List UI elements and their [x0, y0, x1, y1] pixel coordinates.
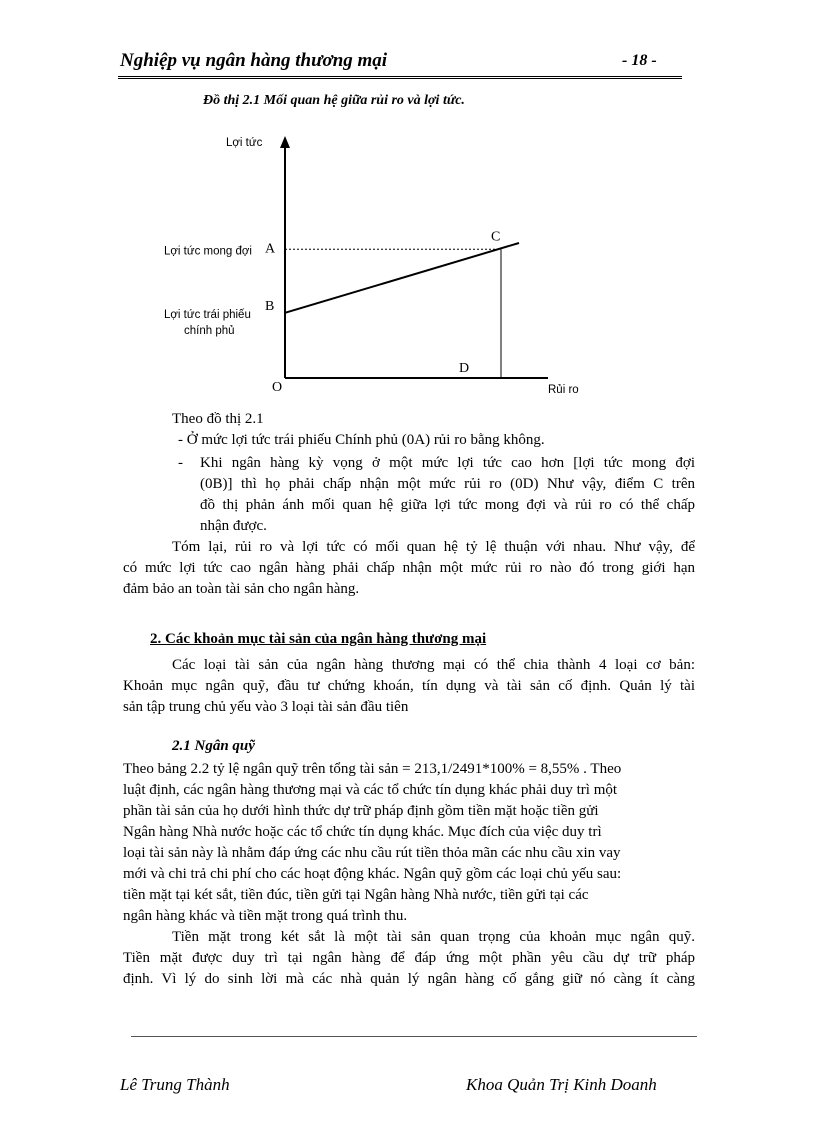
cash-line-2: Tiền mặt được duy trì tại ngân hàng để đáp ứng một phần yêu cầu dự trữ pháp — [123, 950, 695, 966]
y-axis-label: Lợi tức — [226, 137, 263, 149]
y-axis-arrow-icon — [280, 136, 290, 148]
annotation-gov-bond-line2: chính phủ — [184, 324, 235, 337]
summary-line-3: đảm bảo an toàn tài sản cho ngân hàng. — [123, 581, 360, 597]
footer-rule — [131, 1036, 697, 1037]
assets-line-3: sản tập trung chủ yếu vào 3 loại tài sản đầu tiên — [123, 699, 409, 715]
series-line-risk-return — [285, 243, 519, 313]
reserve-line-4: Ngân hàng Nhà nước hoặc các tổ chức tín dụng khác. Mục đích của việc duy trì — [123, 824, 602, 840]
header-title: Nghiệp vụ ngân hàng thương mại — [120, 50, 388, 71]
cash-line-3: định. Vì lý do sinh lời mà các nhà quản lý ngân hàng cố gắng giữ nó càng ít càng — [123, 971, 695, 987]
x-axis-label: Rủi ro — [548, 384, 579, 396]
footer-author: Lê Trung Thành — [120, 1075, 230, 1094]
reserve-line-1: Theo bảng 2.2 tỷ lệ ngân quỹ trên tổng tài sản = 213,1/2491*100% = 8,55% . Theo — [123, 761, 622, 777]
point-b-label: B — [265, 298, 275, 314]
bullet-2-line-1: Khi ngân hàng kỳ vọng ở một mức lợi tức cao hơn [lợi tức mong đợi — [200, 455, 695, 471]
reserve-line-7: tiền mặt tại két sắt, tiền đúc, tiền gửi tại Ngân hàng Nhà nước, tiền gửi tại các — [123, 887, 589, 903]
summary-line-2: có mức lợi tức cao ngân hàng phải chấp nhận một mức rủi ro nào đó trong giới hạn — [123, 560, 695, 576]
bullet-1: - Ở mức lợi tức trái phiếu Chính phủ (0A) rủi ro bằng không. — [178, 432, 545, 448]
figure-caption: Đồ thị 2.1 Mối quan hệ giữa rủi ro và lợi tức. — [203, 93, 465, 108]
header-rule — [118, 76, 682, 79]
reserve-line-6: mới và chi trả chi phí cho các hoạt động khác. Ngân quỹ gồm các loại chủ yếu sau: — [123, 866, 622, 882]
page-number: - 18 - — [622, 52, 657, 69]
point-c-label: C — [491, 229, 501, 245]
reserve-line-5: loại tài sản này là nhằm đáp ứng các nhu cầu rút tiền thỏa mãn các nhu cầu xin vay — [123, 845, 621, 861]
section-heading: 2. Các khoản mục tài sản của ngân hàng thương mại — [150, 631, 487, 647]
cash-line-1: Tiền mặt trong két sắt là một tài sản quan trọng của khoản mục ngân quỹ. — [172, 929, 695, 945]
annotation-expected-return: Lợi tức mong đợi — [164, 245, 252, 258]
bullet-2-line-4: nhận được. — [200, 518, 267, 534]
risk-return-chart — [150, 124, 610, 404]
reserve-line-8: ngân hàng khác và tiền mặt trong quá trình thu. — [123, 908, 408, 924]
paragraph-intro: Theo đồ thị 2.1 — [172, 411, 264, 427]
bullet-2-line-3: đồ thị phản ánh mối quan hệ giữa lợi tức mong đợi và rủi ro có thể chấp — [200, 497, 695, 513]
sub-heading: 2.1 Ngân quỹ — [172, 738, 255, 754]
annotation-gov-bond-line1: Lợi tức trái phiếu — [164, 308, 251, 321]
point-a-label: A — [265, 241, 276, 257]
footer-faculty: Khoa Quản Trị Kinh Doanh — [466, 1075, 657, 1094]
reserve-line-2: luật định, các ngân hàng thương mại và các tổ chức tín dụng khác phải duy trì một — [123, 782, 618, 798]
point-d-label: D — [459, 361, 470, 376]
assets-line-2: Khoản mục ngân quỹ, đầu tư chứng khoán, tín dụng và tài sản cố định. Quản lý tài — [123, 678, 695, 694]
bullet-2-line-2: (0B)] thì họ phải chấp nhận một mức rủi ro (0D) Như vậy, điểm C trên — [200, 476, 695, 492]
summary-line-1: Tóm lại, rủi ro và lợi tức có mối quan hệ tỷ lệ thuận với nhau. Như vậy, để — [172, 539, 695, 555]
bullet-2-dash: - — [178, 455, 183, 471]
reserve-line-3: phần tài sản của họ dưới hình thức dự trữ pháp định gồm tiền mặt hoặc tiền gửi — [123, 803, 599, 819]
origin-label: O — [272, 380, 283, 395]
assets-line-1: Các loại tài sản của ngân hàng thương mại có thể chia thành 4 loại cơ bản: — [172, 657, 695, 673]
